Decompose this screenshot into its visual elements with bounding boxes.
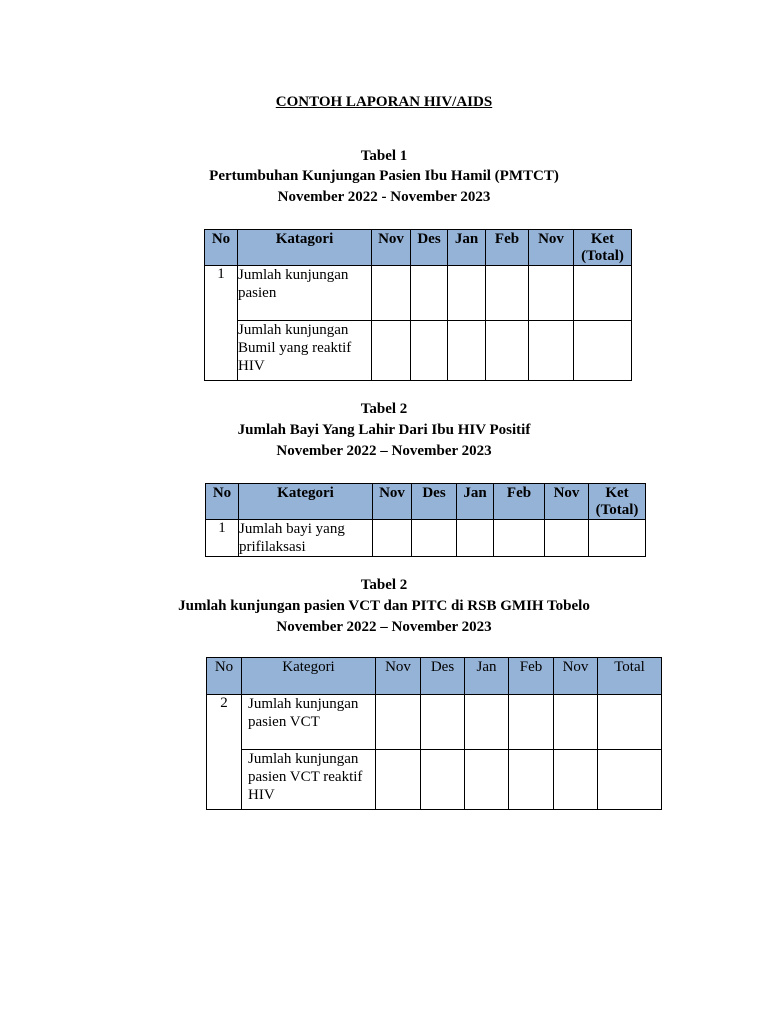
table-row xyxy=(205,266,632,321)
category-cell: Jumlah bayi yang prifilaksasi xyxy=(239,520,373,557)
data-cell xyxy=(465,695,509,750)
table-row xyxy=(205,321,632,381)
table3 xyxy=(206,657,662,810)
table-row xyxy=(206,520,646,557)
col-header-jan: Jan xyxy=(457,484,494,520)
col-header-feb: Feb xyxy=(509,658,554,695)
table1-caption: Tabel 1 xyxy=(360,148,408,164)
data-cell xyxy=(448,321,486,381)
data-cell xyxy=(529,321,574,381)
data-cell xyxy=(421,750,465,810)
col-header-des: Des xyxy=(411,230,448,266)
data-cell xyxy=(486,266,529,321)
col-header-feb: Feb xyxy=(486,230,529,266)
col-header-des: Des xyxy=(421,658,465,695)
table3-header-row xyxy=(207,658,662,695)
table-row xyxy=(207,750,662,810)
table1-period: November 2022 - November 2023 xyxy=(277,189,491,205)
table3-period: November 2022 – November 2023 xyxy=(276,619,492,635)
data-cell xyxy=(589,520,646,557)
data-cell xyxy=(529,266,574,321)
data-cell xyxy=(574,266,632,321)
data-cell xyxy=(457,520,494,557)
row-number: 2 xyxy=(207,695,242,810)
data-cell xyxy=(372,266,411,321)
table3-caption: Tabel 2 xyxy=(360,577,408,593)
data-cell xyxy=(421,695,465,750)
data-cell xyxy=(465,750,509,810)
data-cell xyxy=(448,266,486,321)
table-row xyxy=(207,695,662,750)
col-header-jan: Jan xyxy=(465,658,509,695)
col-header-kategori: Katagori xyxy=(238,230,372,266)
data-cell xyxy=(598,750,662,810)
data-cell xyxy=(509,695,554,750)
col-header-no: No xyxy=(205,230,238,266)
table2-period: November 2022 – November 2023 xyxy=(276,443,492,459)
data-cell xyxy=(494,520,545,557)
data-cell xyxy=(411,266,448,321)
data-cell xyxy=(574,321,632,381)
data-cell xyxy=(486,321,529,381)
col-header-total: Total xyxy=(598,658,662,695)
document-title: CONTOH LAPORAN HIV/AIDS xyxy=(275,94,493,110)
data-cell xyxy=(376,695,421,750)
col-header-des: Des xyxy=(412,484,457,520)
col-header-kategori: Kategori xyxy=(242,658,376,695)
col-header-nov: Nov xyxy=(372,230,411,266)
col-header-jan: Jan xyxy=(448,230,486,266)
table1-subtitle: Pertumbuhan Kunjungan Pasien Ibu Hamil (PMTCT) xyxy=(209,168,559,184)
table2-subtitle: Jumlah Bayi Yang Lahir Dari Ibu HIV Positif xyxy=(237,422,531,438)
row-number: 1 xyxy=(206,520,239,557)
table1-header-row xyxy=(205,230,632,266)
data-cell xyxy=(598,695,662,750)
table2 xyxy=(205,483,646,557)
table1 xyxy=(204,229,632,381)
data-cell xyxy=(554,750,598,810)
col-header-total: Ket (Total) xyxy=(589,484,646,520)
category-cell: Jumlah kunjungan pasien VCT xyxy=(242,695,376,750)
data-cell xyxy=(373,520,412,557)
col-header-nov-2: Nov xyxy=(545,484,589,520)
data-cell xyxy=(545,520,589,557)
data-cell xyxy=(411,321,448,381)
col-header-feb: Feb xyxy=(494,484,545,520)
table2-header-row xyxy=(206,484,646,520)
data-cell xyxy=(372,321,411,381)
col-header-no: No xyxy=(206,484,239,520)
category-cell: Jumlah kunjungan pasien xyxy=(238,266,372,321)
category-cell: Jumlah kunjungan Bumil yang reaktif HIV xyxy=(238,321,372,381)
row-number: 1 xyxy=(205,266,238,381)
table3-subtitle: Jumlah kunjungan pasien VCT dan PITC di RSB GMIH Tobelo xyxy=(178,598,590,614)
data-cell xyxy=(509,750,554,810)
col-header-nov-2: Nov xyxy=(529,230,574,266)
col-header-nov-2: Nov xyxy=(554,658,598,695)
table2-caption: Tabel 2 xyxy=(360,401,408,417)
col-header-nov: Nov xyxy=(373,484,412,520)
col-header-nov: Nov xyxy=(376,658,421,695)
data-cell xyxy=(412,520,457,557)
col-header-kategori: Kategori xyxy=(239,484,373,520)
data-cell xyxy=(376,750,421,810)
col-header-total: Ket (Total) xyxy=(574,230,632,266)
category-cell: Jumlah kunjungan pasien VCT reaktif HIV xyxy=(242,750,376,810)
col-header-no: No xyxy=(207,658,242,695)
data-cell xyxy=(554,695,598,750)
